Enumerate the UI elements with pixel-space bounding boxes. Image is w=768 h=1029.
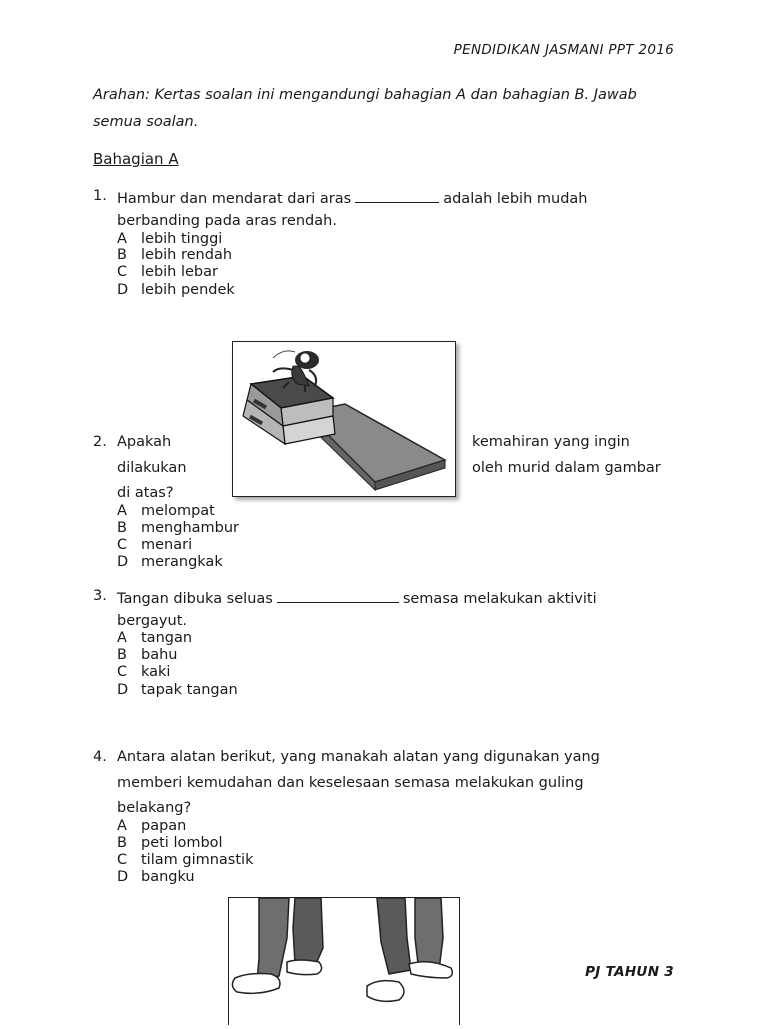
option-text: menghambur bbox=[141, 520, 239, 536]
option-b[interactable] bbox=[117, 247, 232, 263]
option-letter: C bbox=[117, 664, 128, 680]
section-title: Bahagian A bbox=[93, 150, 179, 168]
vaulting-box-illustration bbox=[233, 342, 455, 496]
option-letter: C bbox=[117, 852, 128, 868]
option-d[interactable] bbox=[117, 869, 195, 885]
question-text bbox=[117, 588, 597, 607]
option-c[interactable] bbox=[117, 852, 253, 868]
option-letter: C bbox=[117, 537, 128, 553]
question-text-line-2: memberi kemudahan dan keselesaan semasa melakukan guling bbox=[117, 775, 584, 791]
option-a[interactable] bbox=[117, 630, 192, 646]
option-text: menari bbox=[141, 537, 193, 553]
vaulting-box-figure bbox=[232, 341, 456, 497]
answer-blank bbox=[277, 588, 399, 603]
option-text: lebih rendah bbox=[141, 247, 233, 263]
walking-legs-figure bbox=[228, 897, 460, 1025]
option-d[interactable] bbox=[117, 554, 223, 570]
question-number: 2. bbox=[93, 434, 107, 450]
option-text: bahu bbox=[141, 647, 178, 663]
question-number: 4. bbox=[93, 749, 107, 765]
option-c[interactable] bbox=[117, 264, 218, 280]
option-text: merangkak bbox=[141, 554, 223, 570]
option-b[interactable] bbox=[117, 520, 239, 536]
question-text-right-1: kemahiran yang ingin bbox=[472, 434, 630, 450]
option-letter: D bbox=[117, 682, 129, 698]
option-letter: A bbox=[117, 231, 127, 247]
option-text: tilam gimnastik bbox=[141, 852, 254, 868]
instructions-line-1: Arahan: Kertas soalan ini mengandungi bahagian A dan bahagian B. Jawab bbox=[93, 87, 637, 103]
option-letter: C bbox=[117, 264, 128, 280]
page-header: PENDIDIKAN JASMANI PPT 2016 bbox=[453, 42, 674, 58]
option-a[interactable] bbox=[117, 231, 222, 247]
option-letter: A bbox=[117, 630, 127, 646]
option-letter: B bbox=[117, 520, 127, 536]
option-letter: D bbox=[117, 282, 129, 298]
option-d[interactable] bbox=[117, 282, 235, 298]
question-text bbox=[117, 188, 587, 207]
question-number: 3. bbox=[93, 588, 107, 604]
question-text-line-3: belakang? bbox=[117, 800, 192, 816]
question-text-line-3: di atas? bbox=[117, 485, 174, 501]
question-text-line-2: berbanding pada aras rendah. bbox=[117, 213, 337, 229]
question-text-left-1: Apakah bbox=[117, 434, 172, 450]
option-d[interactable] bbox=[117, 682, 238, 698]
question-text-left-2: dilakukan bbox=[117, 460, 187, 476]
option-text: lebih lebar bbox=[141, 264, 218, 280]
option-letter: D bbox=[117, 554, 129, 570]
question-text-part-1: Tangan dibuka seluas bbox=[117, 591, 273, 607]
option-text: papan bbox=[141, 818, 187, 834]
question-text-part-2: semasa melakukan aktiviti bbox=[402, 591, 597, 607]
option-text: lebih pendek bbox=[141, 282, 235, 298]
option-letter: A bbox=[117, 818, 127, 834]
option-text: lebih tinggi bbox=[141, 231, 223, 247]
option-text: kaki bbox=[141, 664, 171, 680]
option-letter: B bbox=[117, 835, 127, 851]
answer-blank bbox=[355, 188, 439, 203]
page-footer: PJ TAHUN 3 bbox=[585, 964, 674, 980]
option-a[interactable] bbox=[117, 818, 186, 834]
question-text-part-2: adalah lebih mudah bbox=[443, 191, 588, 207]
question-text-line-1: Antara alatan berikut, yang manakah alatan yang digunakan yang bbox=[117, 749, 600, 765]
question-number: 1. bbox=[93, 188, 107, 204]
option-text: peti lombol bbox=[141, 835, 223, 851]
option-b[interactable] bbox=[117, 835, 223, 851]
option-text: tangan bbox=[141, 630, 193, 646]
question-text-right-2: oleh murid dalam gambar bbox=[472, 460, 661, 476]
option-c[interactable] bbox=[117, 664, 170, 680]
option-letter: D bbox=[117, 869, 129, 885]
option-letter: A bbox=[117, 503, 127, 519]
option-text: tapak tangan bbox=[141, 682, 238, 698]
option-c[interactable] bbox=[117, 537, 192, 553]
option-a[interactable] bbox=[117, 503, 215, 519]
instructions-line-2: semua soalan. bbox=[93, 114, 199, 130]
option-letter: B bbox=[117, 247, 127, 263]
walking-legs-illustration bbox=[229, 898, 459, 1025]
question-text-line-2: bergayut. bbox=[117, 613, 187, 629]
option-text: melompat bbox=[141, 503, 215, 519]
option-letter: B bbox=[117, 647, 127, 663]
option-text: bangku bbox=[141, 869, 195, 885]
question-text-part-1: Hambur dan mendarat dari aras bbox=[117, 191, 352, 207]
option-b[interactable] bbox=[117, 647, 177, 663]
